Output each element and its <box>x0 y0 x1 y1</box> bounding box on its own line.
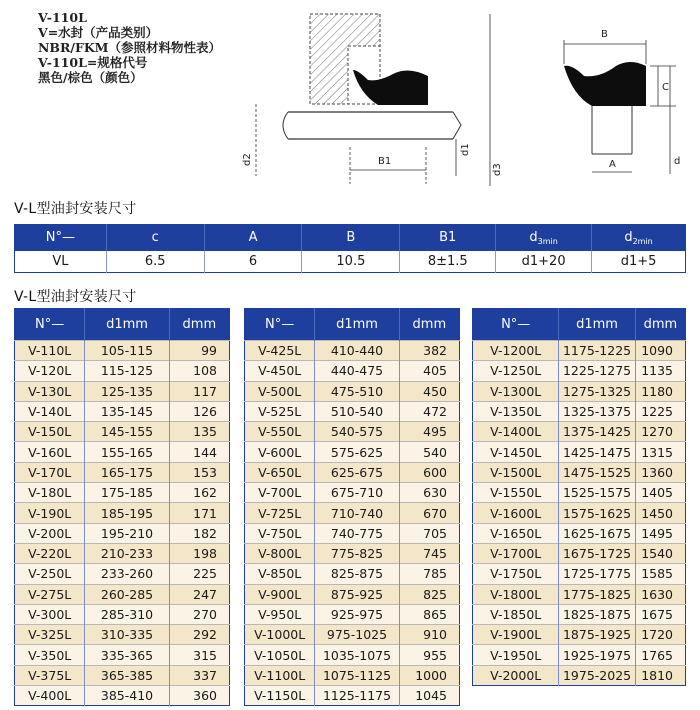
table-row <box>15 381 230 401</box>
d1-range-cell: 1225-1275 <box>559 361 635 381</box>
model-code-cell: V-120L <box>15 361 85 381</box>
col-header-d1mm: d1mm <box>315 309 399 341</box>
table-row <box>15 645 230 665</box>
table-row <box>15 401 230 421</box>
d-value-cell: 1090 <box>635 341 685 361</box>
d1-range-cell: 195-210 <box>85 523 169 543</box>
col-header-no: N°— <box>473 309 559 341</box>
d1-range-cell: 1925-1975 <box>559 645 635 665</box>
d1-range-cell: 825-875 <box>315 564 399 584</box>
model-code-cell: V-1000L <box>245 625 315 645</box>
d1-range-cell: 1275-1325 <box>559 381 635 401</box>
d-value-cell: 315 <box>169 645 229 665</box>
d-value-cell: 247 <box>169 584 229 604</box>
table-row <box>473 361 686 381</box>
d-value-cell: 540 <box>399 442 459 462</box>
d1-range-cell: 440-475 <box>315 361 399 381</box>
d-value-cell: 1540 <box>635 543 685 563</box>
model-code-cell: V-1050L <box>245 645 315 665</box>
d-value-cell: 600 <box>399 462 459 482</box>
product-code-legend <box>38 10 221 85</box>
d-value-cell: 1450 <box>635 503 685 523</box>
model-code-cell: V-1850L <box>473 604 559 624</box>
legend-line-category: V=水封（产品类别） <box>38 25 159 40</box>
d1-range-cell: 975-1025 <box>315 625 399 645</box>
table-row <box>15 584 230 604</box>
label-d3: d3 <box>492 163 503 176</box>
d1-range-cell: 875-925 <box>315 584 399 604</box>
col-header-d2min: $d_{2min}$ <box>592 225 686 251</box>
d-value-cell: 670 <box>399 503 459 523</box>
d1-range-cell: 335-365 <box>85 645 169 665</box>
model-code-cell: V-1750L <box>473 564 559 584</box>
d1-range-cell: 115-125 <box>85 361 169 381</box>
d-value-cell: 1315 <box>635 442 685 462</box>
d-value-cell: 1675 <box>635 604 685 624</box>
label-d: d <box>674 156 681 167</box>
table-row <box>245 543 460 563</box>
model-code-cell: V-1550L <box>473 483 559 503</box>
legend-line-material: NBR/FKM（参照材料物性表） <box>38 40 222 55</box>
table-row <box>15 543 230 563</box>
d1-range-cell: 145-155 <box>85 422 169 442</box>
d-value-cell: 144 <box>169 442 229 462</box>
model-code-cell: V-750L <box>245 523 315 543</box>
table-row <box>473 401 686 421</box>
model-code-cell: V-170L <box>15 462 85 482</box>
model-code-cell: V-1100L <box>245 665 315 685</box>
model-code-cell: V-525L <box>245 401 315 421</box>
table-row <box>15 483 230 503</box>
table-row <box>245 686 460 706</box>
table-row <box>15 686 230 706</box>
table-row <box>245 341 460 361</box>
model-code-cell: V-1800L <box>473 584 559 604</box>
size-table-3 <box>472 308 686 686</box>
d1-range-cell: 1375-1425 <box>559 422 635 442</box>
d-value-cell: 382 <box>399 341 459 361</box>
d-value-cell: 705 <box>399 523 459 543</box>
d1-range-cell: 105-115 <box>85 341 169 361</box>
d-value-cell: 472 <box>399 401 459 421</box>
table-row <box>473 604 686 624</box>
table-row <box>15 442 230 462</box>
table-row <box>245 625 460 645</box>
model-code-cell: V-150L <box>15 422 85 442</box>
label-b1: B1 <box>378 156 392 167</box>
table-row <box>245 564 460 584</box>
model-code-cell: V-500L <box>245 381 315 401</box>
cell: 6.5 <box>106 251 204 273</box>
d-value-cell: 1180 <box>635 381 685 401</box>
model-code-cell: V-600L <box>245 442 315 462</box>
table-row <box>15 462 230 482</box>
model-code-cell: V-1150L <box>245 686 315 706</box>
table-row <box>245 401 460 421</box>
table-row <box>245 665 460 685</box>
d-value-cell: 135 <box>169 422 229 442</box>
d1-range-cell: 175-185 <box>85 483 169 503</box>
table-row <box>15 422 230 442</box>
d-value-cell: 198 <box>169 543 229 563</box>
model-code-cell: V-2000L <box>473 665 559 685</box>
table-row <box>473 523 686 543</box>
table-row <box>15 503 230 523</box>
col-header-b: B <box>302 225 400 251</box>
legend-line-color: 黑色/棕色（颜色） <box>38 70 143 85</box>
col-header-a: A <box>204 225 302 251</box>
model-code-cell: V-325L <box>15 625 85 645</box>
d-value-cell: 495 <box>399 422 459 442</box>
d-value-cell: 1585 <box>635 564 685 584</box>
cell: 6 <box>204 251 302 273</box>
d1-range-cell: 1575-1625 <box>559 503 635 523</box>
model-code-cell: V-160L <box>15 442 85 462</box>
d1-range-cell: 1625-1675 <box>559 523 635 543</box>
d1-range-cell: 475-510 <box>315 381 399 401</box>
model-code-cell: V-375L <box>15 665 85 685</box>
model-code-cell: V-220L <box>15 543 85 563</box>
d-value-cell: 337 <box>169 665 229 685</box>
table-row <box>473 564 686 584</box>
d1-range-cell: 540-575 <box>315 422 399 442</box>
model-code-cell: V-1600L <box>473 503 559 523</box>
model-code-cell: V-1250L <box>473 361 559 381</box>
label-a: A <box>609 159 616 170</box>
d1-range-cell: 1725-1775 <box>559 564 635 584</box>
d-value-cell: 865 <box>399 604 459 624</box>
d1-range-cell: 1525-1575 <box>559 483 635 503</box>
model-code-cell: V-1950L <box>473 645 559 665</box>
d1-range-cell: 625-675 <box>315 462 399 482</box>
d-value-cell: 171 <box>169 503 229 523</box>
col-header-dmm: dmm <box>399 309 459 341</box>
table-row <box>245 503 460 523</box>
model-code-cell: V-250L <box>15 564 85 584</box>
d-value-cell: 270 <box>169 604 229 624</box>
model-code-cell: V-200L <box>15 523 85 543</box>
d1-range-cell: 775-825 <box>315 543 399 563</box>
col-header-d3min: $d_{3min}$ <box>496 225 592 251</box>
d-value-cell: 99 <box>169 341 229 361</box>
d1-range-cell: 1175-1225 <box>559 341 635 361</box>
d-value-cell: 785 <box>399 564 459 584</box>
label-c: C <box>662 82 669 93</box>
model-code-cell: V-350L <box>15 645 85 665</box>
table-row <box>245 422 460 442</box>
model-code-cell: V-800L <box>245 543 315 563</box>
model-code-cell: V-130L <box>15 381 85 401</box>
size-section-title: V-L型油封安装尺寸 <box>14 289 137 305</box>
seal-installation-diagram <box>228 4 688 190</box>
d1-range-cell: 135-145 <box>85 401 169 421</box>
d1-range-cell: 125-135 <box>85 381 169 401</box>
d1-range-cell: 285-310 <box>85 604 169 624</box>
cell: VL <box>15 251 107 273</box>
table-row <box>15 341 230 361</box>
legend-line-code: V-110L <box>38 10 87 25</box>
install-dimension-table <box>14 224 686 273</box>
model-code-cell: V-450L <box>245 361 315 381</box>
d-value-cell: 955 <box>399 645 459 665</box>
model-code-cell: V-1500L <box>473 462 559 482</box>
model-code-cell: V-725L <box>245 503 315 523</box>
table-row <box>15 604 230 624</box>
model-code-cell: V-1700L <box>473 543 559 563</box>
table-row <box>473 483 686 503</box>
d1-range-cell: 165-175 <box>85 462 169 482</box>
d1-range-cell: 1125-1175 <box>315 686 399 706</box>
d1-range-cell: 1875-1925 <box>559 625 635 645</box>
d1-range-cell: 210-233 <box>85 543 169 563</box>
d-value-cell: 1360 <box>635 462 685 482</box>
d-value-cell: 745 <box>399 543 459 563</box>
legend-line-spec: V-110L=规格代号 <box>38 55 148 70</box>
model-code-cell: V-1200L <box>473 341 559 361</box>
table-row <box>245 381 460 401</box>
table-row <box>245 584 460 604</box>
size-table-header <box>473 309 686 341</box>
d-value-cell: 1810 <box>635 665 685 685</box>
col-header-no: N°— <box>15 225 107 251</box>
table-row <box>15 361 230 381</box>
table-row <box>473 503 686 523</box>
table-row <box>473 381 686 401</box>
d1-range-cell: 155-165 <box>85 442 169 462</box>
d1-range-cell: 1075-1125 <box>315 665 399 685</box>
model-code-cell: V-400L <box>15 686 85 706</box>
d-value-cell: 153 <box>169 462 229 482</box>
d-value-cell: 1000 <box>399 665 459 685</box>
d-value-cell: 360 <box>169 686 229 706</box>
model-code-cell: V-275L <box>15 584 85 604</box>
col-header-d1mm: d1mm <box>559 309 635 341</box>
model-code-cell: V-1350L <box>473 401 559 421</box>
install-table-row <box>15 251 686 273</box>
d-value-cell: 1225 <box>635 401 685 421</box>
d-value-cell: 108 <box>169 361 229 381</box>
seal-cross-section-detail <box>564 29 680 174</box>
table-row <box>245 604 460 624</box>
size-table-2 <box>244 308 460 706</box>
cell: 10.5 <box>302 251 400 273</box>
d-value-cell: 1135 <box>635 361 685 381</box>
install-section-title: V-L型油封安装尺寸 <box>14 201 137 217</box>
d-value-cell: 117 <box>169 381 229 401</box>
d-value-cell: 1270 <box>635 422 685 442</box>
model-code-cell: V-700L <box>245 483 315 503</box>
table-row <box>15 625 230 645</box>
model-code-cell: V-140L <box>15 401 85 421</box>
table-row <box>473 341 686 361</box>
size-table-header <box>245 309 460 341</box>
d-value-cell: 1720 <box>635 625 685 645</box>
d1-range-cell: 233-260 <box>85 564 169 584</box>
shaft-section <box>283 112 461 139</box>
d-value-cell: 1045 <box>399 686 459 706</box>
table-row <box>473 543 686 563</box>
d-value-cell: 126 <box>169 401 229 421</box>
cell: 8±1.5 <box>400 251 496 273</box>
d1-range-cell: 1035-1075 <box>315 645 399 665</box>
size-table-header <box>15 309 230 341</box>
model-code-cell: V-1300L <box>473 381 559 401</box>
model-code-cell: V-300L <box>15 604 85 624</box>
size-table-1 <box>14 308 230 706</box>
d-value-cell: 1630 <box>635 584 685 604</box>
model-code-cell: V-950L <box>245 604 315 624</box>
d-value-cell: 825 <box>399 584 459 604</box>
d-value-cell: 182 <box>169 523 229 543</box>
d1-range-cell: 1325-1375 <box>559 401 635 421</box>
col-header-b1: B1 <box>400 225 496 251</box>
table-row <box>245 523 460 543</box>
d1-range-cell: 1475-1525 <box>559 462 635 482</box>
table-row <box>245 645 460 665</box>
table-row <box>473 665 686 685</box>
model-code-cell: V-1450L <box>473 442 559 462</box>
d-value-cell: 292 <box>169 625 229 645</box>
model-code-cell: V-180L <box>15 483 85 503</box>
label-d2: d2 <box>242 153 253 166</box>
d1-range-cell: 1775-1825 <box>559 584 635 604</box>
table-row <box>245 361 460 381</box>
d1-range-cell: 365-385 <box>85 665 169 685</box>
d1-range-cell: 740-775 <box>315 523 399 543</box>
model-code-cell: V-190L <box>15 503 85 523</box>
label-b: B <box>601 29 608 40</box>
table-row <box>473 625 686 645</box>
table-row <box>245 483 460 503</box>
d1-range-cell: 385-410 <box>85 686 169 706</box>
model-code-cell: V-850L <box>245 564 315 584</box>
col-header-d1mm: d1mm <box>85 309 169 341</box>
model-code-cell: V-900L <box>245 584 315 604</box>
table-row <box>473 422 686 442</box>
d1-range-cell: 575-625 <box>315 442 399 462</box>
d1-range-cell: 310-335 <box>85 625 169 645</box>
d-value-cell: 405 <box>399 361 459 381</box>
d-value-cell: 225 <box>169 564 229 584</box>
d1-range-cell: 925-975 <box>315 604 399 624</box>
col-header-dmm: dmm <box>635 309 685 341</box>
table-row <box>473 645 686 665</box>
model-code-cell: V-1900L <box>473 625 559 645</box>
d-value-cell: 450 <box>399 381 459 401</box>
d1-range-cell: 1825-1875 <box>559 604 635 624</box>
table-row <box>245 462 460 482</box>
col-header-no: N°— <box>245 309 315 341</box>
d1-range-cell: 410-440 <box>315 341 399 361</box>
d1-range-cell: 260-285 <box>85 584 169 604</box>
col-header-dmm: dmm <box>169 309 229 341</box>
model-code-cell: V-110L <box>15 341 85 361</box>
table-row <box>473 584 686 604</box>
d-value-cell: 1495 <box>635 523 685 543</box>
d-value-cell: 1405 <box>635 483 685 503</box>
d1-range-cell: 510-540 <box>315 401 399 421</box>
model-code-cell: V-1400L <box>473 422 559 442</box>
d1-range-cell: 675-710 <box>315 483 399 503</box>
d-value-cell: 1765 <box>635 645 685 665</box>
cell: d1+5 <box>592 251 686 273</box>
cell: d1+20 <box>496 251 592 273</box>
table-row <box>473 462 686 482</box>
label-d1: d1 <box>460 143 471 156</box>
d-value-cell: 630 <box>399 483 459 503</box>
install-table-header <box>15 225 686 251</box>
model-code-cell: V-550L <box>245 422 315 442</box>
table-row <box>15 523 230 543</box>
model-code-cell: V-1650L <box>473 523 559 543</box>
d-value-cell: 910 <box>399 625 459 645</box>
model-code-cell: V-425L <box>245 341 315 361</box>
table-row <box>473 442 686 462</box>
table-row <box>15 665 230 685</box>
d1-range-cell: 185-195 <box>85 503 169 523</box>
d1-range-cell: 1975-2025 <box>559 665 635 685</box>
d1-range-cell: 710-740 <box>315 503 399 523</box>
model-code-cell: V-650L <box>245 462 315 482</box>
d1-range-cell: 1425-1475 <box>559 442 635 462</box>
d-value-cell: 162 <box>169 483 229 503</box>
table-row <box>245 442 460 462</box>
table-row <box>15 564 230 584</box>
col-header-c: c <box>106 225 204 251</box>
col-header-no: N°— <box>15 309 85 341</box>
d1-range-cell: 1675-1725 <box>559 543 635 563</box>
